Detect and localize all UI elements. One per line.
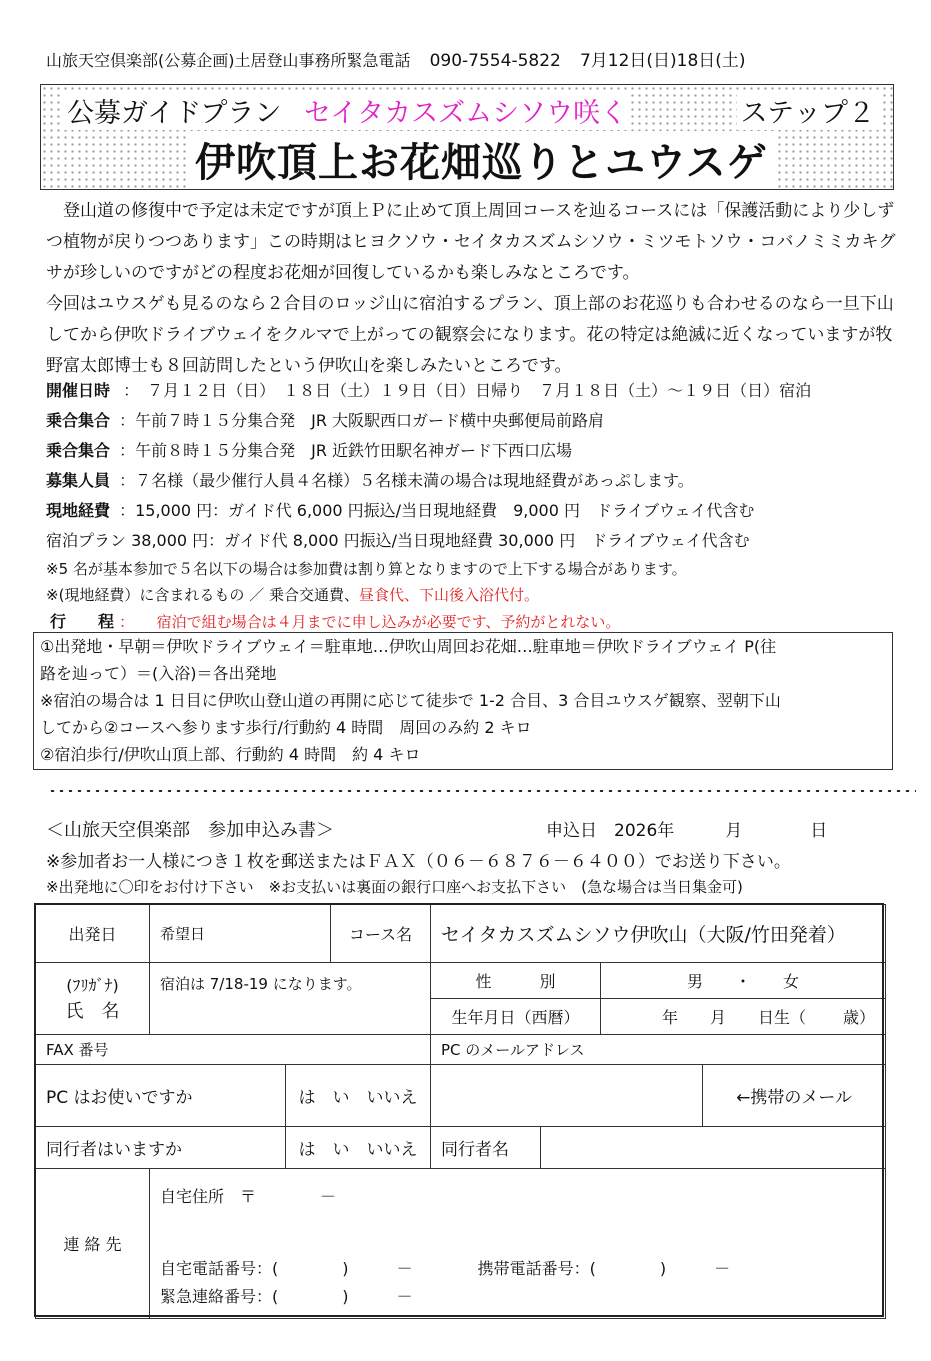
form-title: ＜山旅天空倶楽部 参加申込み書＞ xyxy=(46,820,334,841)
stay-plan-row: 宿泊プラン 38,000 円：ガイド代 8,000 円振込/当日現地経費 30,000 円 ドライブウェイ代含む xyxy=(46,531,750,550)
fax-field[interactable] xyxy=(36,1035,431,1065)
note2-row xyxy=(46,584,906,605)
meet1-row xyxy=(46,408,906,431)
main-title: 伊吹頂上お花畑巡りとユウスゲ xyxy=(189,131,774,188)
note2-b: 昼食代、下山後入浴代付。 xyxy=(358,586,539,604)
departure-label: 出発日 xyxy=(36,905,150,963)
title-box xyxy=(40,84,894,190)
date-row xyxy=(46,378,906,401)
application-date: 申込日 2026年 月 日 xyxy=(546,821,828,841)
address-label: 自宅住所 〒 － xyxy=(160,1187,337,1206)
mail-address-field[interactable] xyxy=(431,1065,703,1127)
note2-a: ※(現地経費）に含まれるもの ／ 乗合交通費、 xyxy=(46,586,359,604)
itinerary-line4: してから②コースへ参ります歩行/行動約 4 時間 周回のみ約 2 キロ xyxy=(40,718,532,737)
mobile-phone-label: 携帯電話番号：( ) － xyxy=(477,1259,731,1278)
home-phone-label: 自宅電話番号：( ) － xyxy=(160,1259,413,1278)
companion-label: 同行者はいますか xyxy=(36,1127,286,1169)
people-row xyxy=(46,468,906,491)
cost-value: ：15,000 円：ガイド代 6,000 円振込/当日現地経費 9,000 円 ドライブウェイ代含む xyxy=(119,501,755,520)
fax-label: FAX 番号 xyxy=(46,1041,109,1059)
meet2-value: ：午前８時１５分集合発 JR 近鉄竹田駅名神ガード下西口広場 xyxy=(119,441,573,460)
companion-choice[interactable]: は い いいえ xyxy=(286,1127,431,1169)
description xyxy=(46,196,896,382)
companion-name-field[interactable] xyxy=(541,1127,886,1169)
gender-field[interactable]: 男 ・ 女 xyxy=(601,963,886,999)
itinerary-heading xyxy=(46,609,906,632)
cost-label: 現地経費 xyxy=(46,501,111,520)
gender-label: 性 別 xyxy=(431,963,601,999)
header-org: 山旅天空倶楽部(公募企画)土居登山事務所緊急電話 xyxy=(46,51,411,70)
name-label-cell xyxy=(36,963,150,1035)
itinerary-label: 行 程 xyxy=(50,612,115,631)
course-value: セイタカスズムシソウ伊吹山（大阪/竹田発着） xyxy=(431,905,886,963)
name-label: 氏 名 xyxy=(65,1000,120,1022)
application-form xyxy=(35,904,886,1319)
meet2-row xyxy=(46,438,906,461)
mobile-mail-label: ←携帯のメール xyxy=(703,1065,886,1127)
plan-label: 公募ガイドプラン xyxy=(67,98,282,129)
date-label: 開催日時 xyxy=(46,381,111,400)
pc-mail-label: PC のメールアドレス xyxy=(431,1035,886,1065)
pc-use-label: PC はお使いですか xyxy=(36,1065,286,1127)
contact-label: 連 絡 先 xyxy=(36,1169,150,1319)
meet1-label: 乗合集合 xyxy=(46,411,111,430)
itinerary-line1: ①出発地・早朝＝伊吹ドライブウェイ＝駐車地…伊吹山周回お花畑…駐車地＝伊吹ドライブウェイ P(往 xyxy=(40,637,777,656)
flower-title: セイタカスズムシソウ咲く xyxy=(303,98,628,129)
meet2-label: 乗合集合 xyxy=(46,441,111,460)
header-line xyxy=(46,46,746,71)
itinerary-note: ： 宿泊で組む場合は４月までに申し込みが必要です、予約がとれない。 xyxy=(119,613,621,631)
itinerary-line2: 路を辿って）＝(入浴)＝各出発地 xyxy=(40,664,277,683)
cut-line xyxy=(48,788,916,794)
itinerary-line3: ※宿泊の場合は 1 日目に伊吹山登山道の再開に応じて徒歩で 1-2 合目、3 合目ユウスゲ観察、翌朝下山 xyxy=(40,691,781,710)
course-label: コース名 xyxy=(331,905,431,963)
birth-label: 生年月日（西暦） xyxy=(431,999,601,1035)
header-dates: 7月12日(日)18日(土) xyxy=(579,51,746,71)
header-phone: 090-7554-5822 xyxy=(429,51,561,71)
meet1-value: ：午前７時１５分集合発 JR 大阪駅西口ガード横中央郵便局前路肩 xyxy=(119,411,605,430)
date-value: ： ７月１２日（日） １８日（土）１９日（日）日帰り ７月１８日（土）～１９日（日）宿泊 xyxy=(123,381,812,400)
pc-use-choice[interactable]: は い いいえ xyxy=(286,1065,431,1127)
itinerary-box xyxy=(33,632,893,770)
furigana-label: (ﾌﾘｶﾞﾅ) xyxy=(66,975,119,995)
cost-row xyxy=(46,498,906,521)
form-note1: ※参加者お一人様につき１枚を郵送またはＦＡＸ（０６－６８７６－６４００）でお送り下さい。 xyxy=(46,852,791,872)
contact-field[interactable] xyxy=(150,1169,886,1319)
people-label: 募集人員 xyxy=(46,471,111,490)
emergency-phone-label: 緊急連絡番号：( ) － xyxy=(160,1287,413,1306)
phone-row xyxy=(160,1255,875,1283)
form-note2: ※出発地に〇印をお付け下さい ※お支払いは裏面の銀行口座へお支払下さい (急な場合は当日集金可) xyxy=(46,878,743,896)
description-p1: 登山道の修復中で予定は未定ですが頂上Ｐに止めて頂上周回コースを辿るコースには「保護活動により少しずつ植物が戻りつつあります」この時期はヒヨクソウ・セイタカスズムシソウ・ミツモトソウ・コバノミミカキグサが珍しいのですがどの程度お花畑が回復しているかも楽しみなところです。 xyxy=(46,201,896,283)
name-field[interactable] xyxy=(150,963,431,1035)
wish-date-label: 希望日 xyxy=(160,925,206,943)
title-line1 xyxy=(63,91,631,130)
companion-name-label: 同行者名 xyxy=(431,1127,541,1169)
people-value: ：７名様（最少催行人員４名様）５名様未満の場合は現地経費があっぷします。 xyxy=(119,471,694,490)
wish-date-field[interactable] xyxy=(150,905,331,963)
itinerary-line5: ②宿泊歩行/伊吹山頂上部、行動約 4 時間 約 4 キロ xyxy=(40,745,421,764)
stay-note: 宿泊は 7/18-19 になります。 xyxy=(160,975,362,993)
note1-row: ※5 名が基本参加で５名以下の場合は参加費は割り算となりますので上下する場合があります。 xyxy=(46,560,687,578)
birth-field[interactable]: 年 月 日生（ 歳） xyxy=(601,999,886,1035)
description-p2: 今回はユウスゲも見るのなら２合目のロッジ山に宿泊するプラン、頂上部のお花巡りも合わせるのなら一旦下山してから伊吹ドライブウェイをクルマで上がっての観察会になります。花の特定は絶滅に近くなっていますが牧野富太郎博士も８回訪問したという伊吹山を楽しみたいところです。 xyxy=(46,294,894,376)
step-label: ステップ２ xyxy=(737,91,879,130)
